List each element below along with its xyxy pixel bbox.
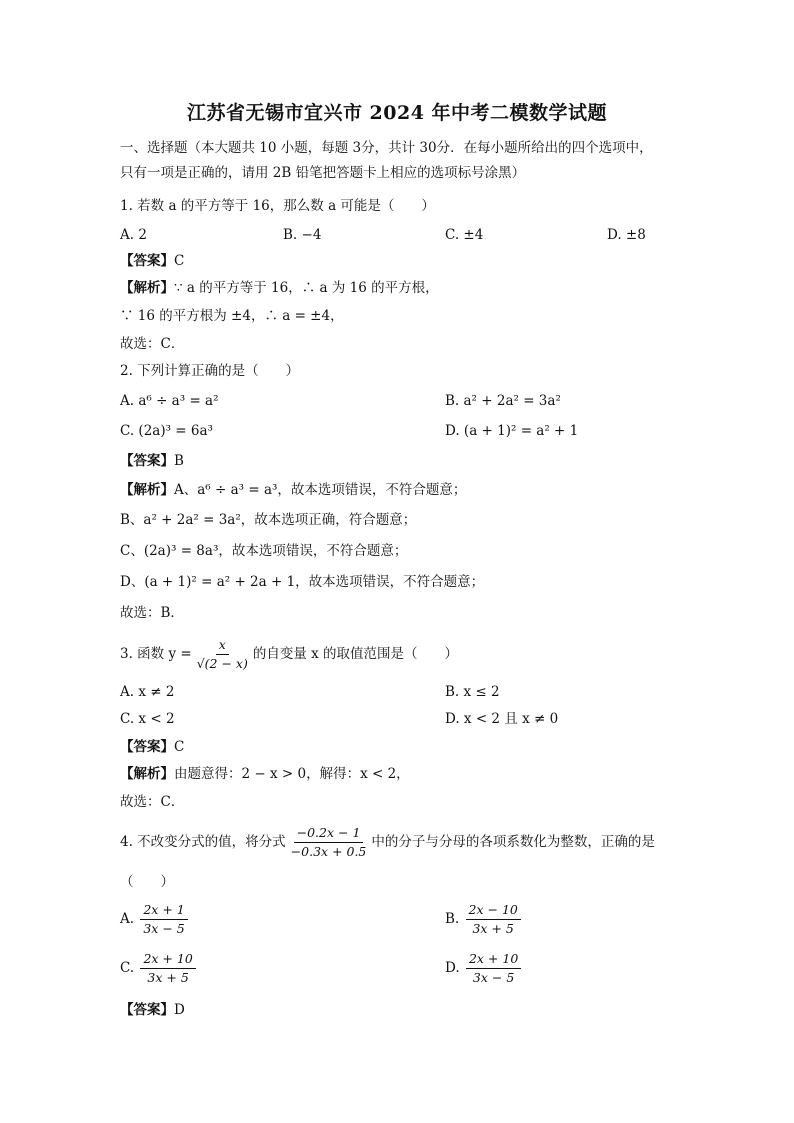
- q4-fraction-denominator: −0.3x + 0.5: [290, 844, 367, 859]
- section-instructions-line2: 只有一项是正确的，请用 2B 铅笔把答题卡上相应的选项标号涂黑）: [120, 165, 526, 181]
- conclusion-prefix: 故选：: [120, 336, 161, 352]
- q4-fraction-numerator: −0.2x − 1: [294, 825, 364, 843]
- q2-stem: 2. 下列计算正确的是（ ）: [120, 363, 300, 379]
- q2-analysis-a-text: A、a⁶ ÷ a³ = a³，故本选项错误，不符合题意；: [174, 482, 467, 498]
- q3-answer-value: C: [174, 739, 185, 755]
- analysis-label: 【解析】: [120, 482, 174, 498]
- q4-stem-prefix: 4. 不改变分式的值，将分式: [120, 834, 286, 850]
- q1-conclusion: [120, 334, 184, 354]
- q4-option-d-denominator: 3x − 5: [472, 970, 515, 985]
- analysis-label: 【解析】: [120, 766, 174, 782]
- q2-analysis-b: B、a² + 2a² = 3a²，故本选项正确，符合题意；: [120, 512, 417, 528]
- q3-option-c: C. x < 2: [120, 711, 175, 727]
- q1-analysis-1-text: ∵ a 的平方等于 16，∴ a 为 16 的平方根，: [174, 280, 439, 296]
- q2-analysis-a: [120, 480, 466, 500]
- q4-stem: [120, 823, 655, 861]
- q2-option-b: B. a² + 2a² = 3a²: [445, 393, 561, 409]
- q3-conclusion: [120, 792, 184, 812]
- q3-stem-suffix: 的自变量 x 的取值范围是（ ）: [252, 646, 459, 662]
- q4-answer-value: D: [174, 1002, 185, 1018]
- q1-option-b: B. −4: [283, 227, 322, 243]
- q4-option-a-denominator: 3x − 5: [143, 921, 185, 936]
- q2-option-c: C. (2a)³ = 6a³: [120, 423, 213, 439]
- q2-option-a: A. a⁶ ÷ a³ = a²: [120, 393, 219, 409]
- q4-option-d-label: D.: [445, 960, 460, 976]
- q3-conclusion-value: C．: [160, 794, 185, 810]
- q4-option-a-label: A.: [120, 911, 135, 927]
- q1-answer-value: C: [174, 253, 185, 269]
- q4-paren: （ ）: [120, 874, 174, 890]
- conclusion-prefix: 故选：: [120, 605, 161, 621]
- q1-option-a: A. 2: [120, 227, 147, 243]
- q4-fraction: [288, 825, 370, 860]
- answer-label: 【答案】: [120, 1002, 174, 1018]
- q4-option-a: [120, 902, 190, 937]
- answer-label: 【答案】: [120, 739, 174, 755]
- analysis-label: 【解析】: [120, 280, 174, 296]
- q3-answer: [120, 737, 184, 757]
- q4-option-b-fraction: [466, 902, 521, 937]
- section-instructions-line1: 一、选择题（本大题共 10 小题，每题 3分，共计 30分．在每小题所给出的四个选项中，: [120, 140, 653, 156]
- conclusion-prefix: 故选：: [120, 794, 161, 810]
- q4-option-d-fraction: [466, 951, 521, 986]
- q4-option-a-fraction: [140, 902, 187, 937]
- q2-option-d: D. (a + 1)² = a² + 1: [445, 423, 579, 439]
- q4-answer: [120, 1000, 185, 1020]
- q4-option-d-numerator: 2x + 10: [466, 951, 521, 969]
- q4-option-b-denominator: 3x + 5: [472, 921, 514, 936]
- q3-option-d: D. x < 2 且 x ≠ 0: [445, 711, 559, 727]
- q2-conclusion: [120, 603, 184, 623]
- q2-conclusion-value: B．: [160, 605, 184, 621]
- q3-analysis-text: 由题意得：2 − x > 0，解得：x < 2，: [174, 766, 410, 782]
- q1-option-d: D. ±8: [607, 227, 646, 243]
- q2-answer-value: B: [174, 453, 184, 469]
- q4-option-d: [445, 951, 523, 986]
- q4-option-c-label: C.: [120, 960, 135, 976]
- q1-analysis-2: ∵ 16 的平方根为 ±4，∴ a = ±4，: [120, 308, 344, 324]
- q1-stem: 1. 若数 a 的平方等于 16，那么数 a 可能是（ ）: [120, 198, 435, 214]
- answer-label: 【答案】: [120, 253, 174, 269]
- q4-option-c-denominator: 3x + 5: [147, 970, 189, 985]
- page-title: 江苏省无锡市宜兴市 2024 年中考二模数学试题: [186, 102, 608, 124]
- q3-option-b: B. x ≤ 2: [445, 684, 500, 700]
- q4-option-b-numerator: 2x − 10: [466, 902, 521, 920]
- q4-option-c: [120, 951, 198, 986]
- q3-fraction-numerator: x: [216, 637, 229, 655]
- q4-stem-suffix: 中的分子与分母的各项系数化为整数，正确的是: [371, 834, 655, 850]
- q3-stem: [120, 636, 458, 672]
- q3-fraction: [194, 637, 251, 672]
- q2-answer: [120, 451, 184, 471]
- q3-fraction-denominator: √(2 − x): [196, 656, 248, 671]
- q4-option-c-numerator: 2x + 10: [140, 951, 195, 969]
- q1-analysis-1: [120, 278, 439, 298]
- q1-conclusion-value: C．: [160, 336, 185, 352]
- q4-option-b: [445, 902, 523, 937]
- answer-label: 【答案】: [120, 453, 174, 469]
- q4-option-c-fraction: [140, 951, 195, 986]
- q4-option-a-numerator: 2x + 1: [140, 902, 187, 920]
- q2-analysis-d: D、(a + 1)² = a² + 2a + 1，故本选项错误，不符合题意；: [120, 574, 485, 590]
- q1-answer: [120, 251, 184, 271]
- q4-option-b-label: B.: [445, 911, 460, 927]
- q1-option-c: C. ±4: [445, 227, 484, 243]
- q3-analysis: [120, 764, 410, 784]
- q3-stem-prefix: 3. 函数 y =: [120, 646, 192, 662]
- q3-option-a: A. x ≠ 2: [120, 684, 175, 700]
- q2-analysis-c: C、(2a)³ = 8a³，故本选项错误，不符合题意；: [120, 543, 408, 559]
